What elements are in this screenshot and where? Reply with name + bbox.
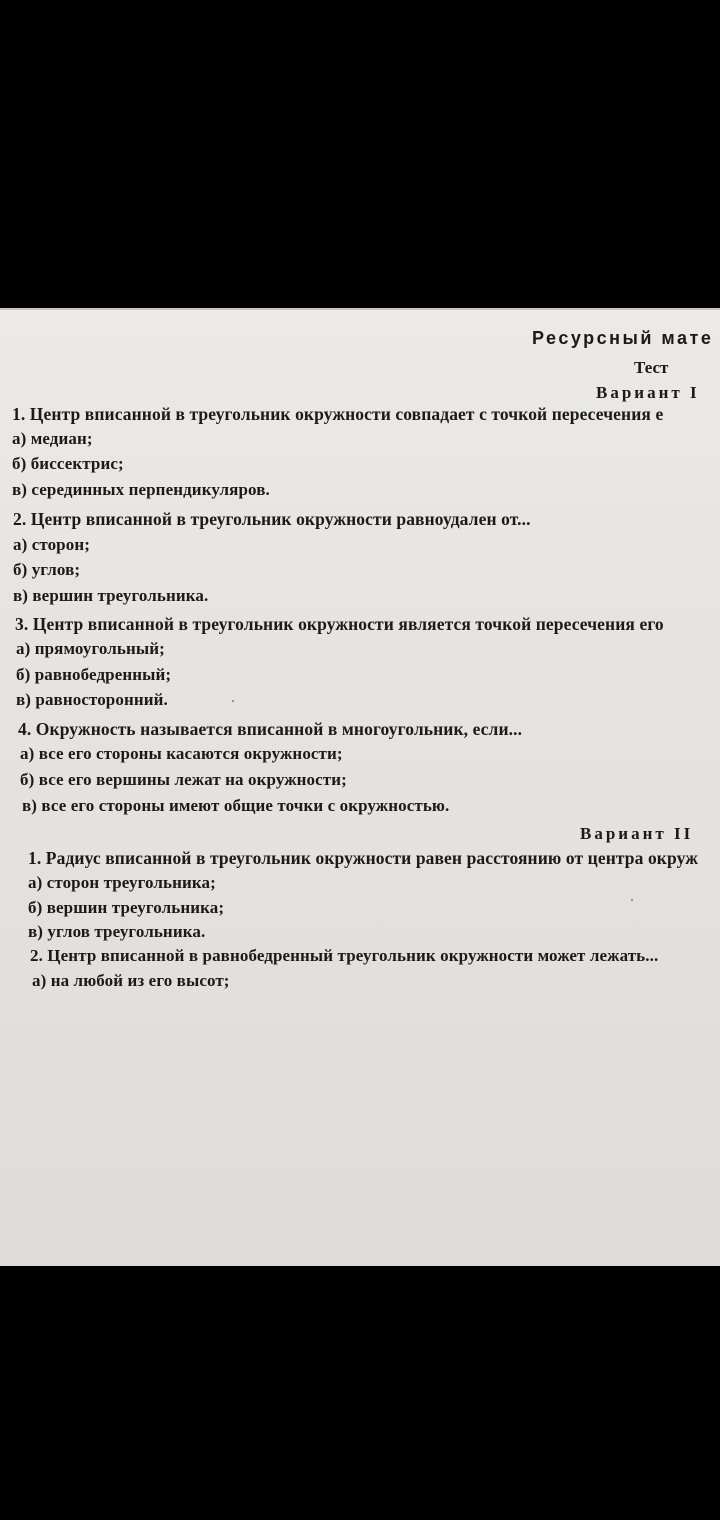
top-black-bar — [0, 0, 720, 308]
test-title: Тест — [634, 358, 669, 377]
v2-q1-option-b: б) вершин треугольника; — [28, 898, 225, 917]
variant2-title: Вариант II — [580, 824, 694, 843]
v1-q1-option-a: а) медиан; — [12, 429, 93, 448]
v2-q1-option-c: в) углов треугольника. — [28, 922, 206, 941]
v1-q4-option-a: а) все его стороны касаются окружности; — [20, 744, 343, 763]
v1-q2-option-c: в) вершин треугольника. — [13, 586, 209, 605]
v2-q2-option-a: а) на любой из его высот; — [32, 971, 230, 990]
v1-q4-option-b: б) все его вершины лежат на окружности; — [20, 770, 347, 789]
speck — [631, 899, 633, 901]
v1-q4-option-c: в) все его стороны имеют общие точки с окружностью. — [22, 796, 450, 815]
v1-question-1: 1. Центр вписанной в треугольник окружности совпадает с точкой пересечения е — [12, 404, 664, 424]
v1-question-2: 2. Центр вписанной в треугольник окружности равноудален от... — [13, 509, 531, 529]
v1-q2-option-b: б) углов; — [13, 560, 81, 579]
v1-q1-option-b: б) биссектрис; — [12, 454, 124, 473]
v1-q3-option-a: а) прямоугольный; — [16, 639, 165, 658]
variant1-title: Вариант I — [596, 383, 700, 402]
v1-q3-option-c: в) равносторонний. — [16, 690, 168, 709]
v2-question-2: 2. Центр вписанной в равнобедренный треугольник окружности может лежать... — [30, 946, 659, 965]
v1-q2-option-a: а) сторон; — [13, 535, 90, 554]
v2-question-1: 1. Радиус вписанной в треугольник окружности равен расстоянию от центра окруж — [28, 848, 698, 868]
v1-question-4: 4. Окружность называется вписанной в многоугольник, если... — [18, 719, 523, 739]
v1-question-3: 3. Центр вписанной в треугольник окружности является точкой пересечения его — [15, 614, 664, 634]
v2-q1-option-a: а) сторон треугольника; — [28, 873, 216, 892]
resource-header: Ресурсный мате — [532, 328, 714, 348]
speck — [232, 700, 234, 702]
bottom-black-bar — [0, 1266, 720, 1520]
v1-q3-option-b: б) равнобедренный; — [16, 665, 172, 684]
document-photo — [0, 308, 720, 1266]
v1-q1-option-c: в) серединных перпендикуляров. — [12, 480, 270, 499]
